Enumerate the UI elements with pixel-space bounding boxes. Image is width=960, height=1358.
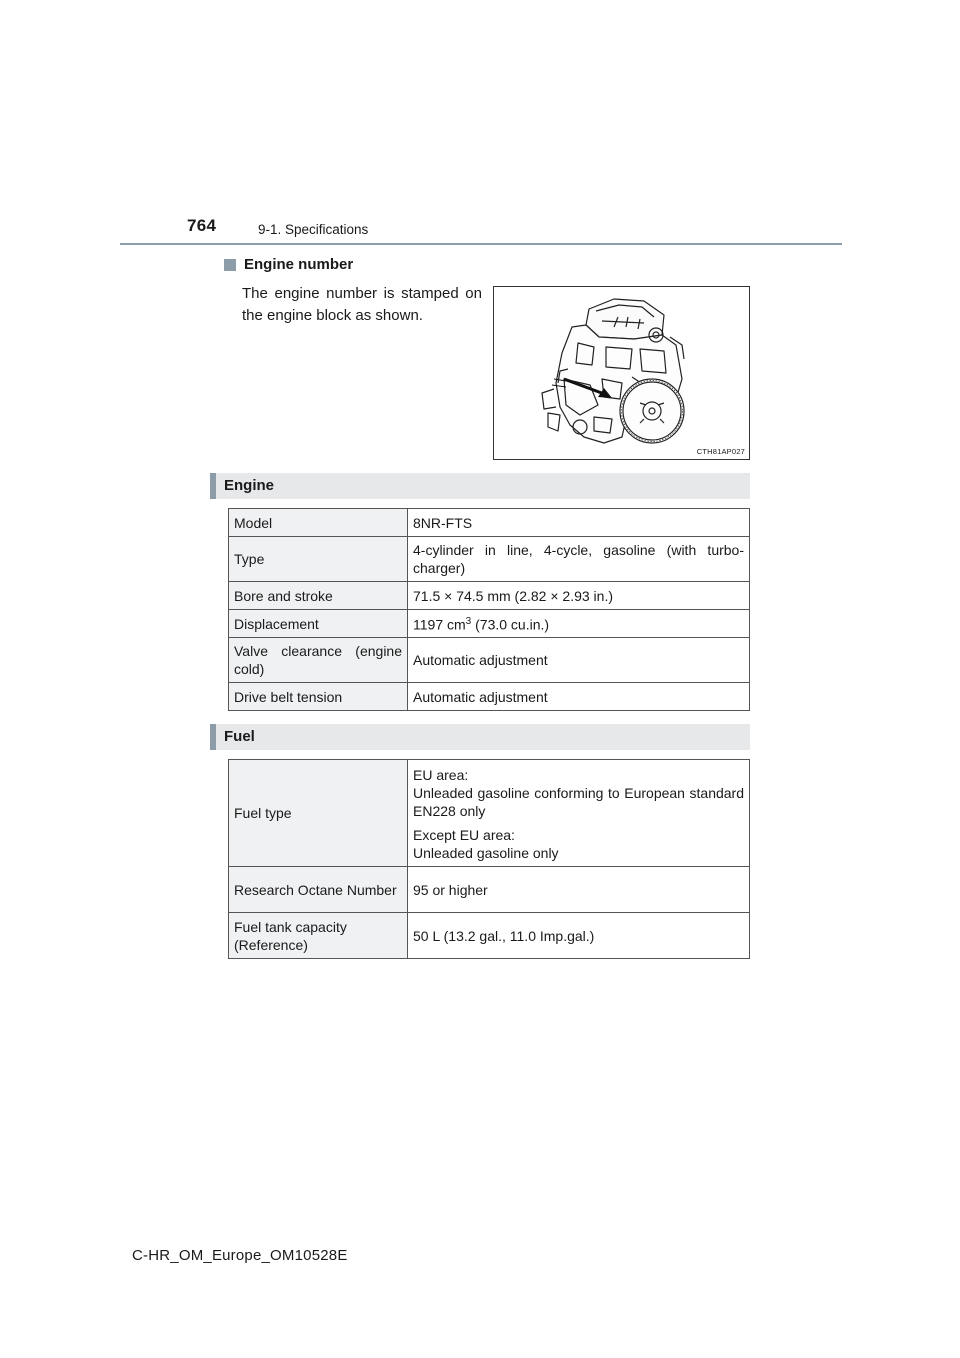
- engine-number-heading: [224, 256, 353, 273]
- section-reference: 9-1. Specifications: [258, 222, 369, 237]
- table-row: [229, 867, 750, 913]
- footer-document-id: C-HR_OM_Europe_OM10528E: [132, 1247, 348, 1264]
- spec-label: Research Octane Number: [229, 867, 408, 913]
- spec-label: Drive belt tension: [229, 683, 408, 711]
- table-row: [229, 638, 750, 683]
- engine-drawing-icon: [494, 287, 749, 459]
- spec-value: [408, 760, 750, 867]
- non-eu-area-label: Except EU area:: [413, 827, 515, 843]
- table-row: [229, 509, 750, 537]
- eu-area-label: EU area:: [413, 767, 469, 783]
- spec-value: 95 or higher: [408, 867, 750, 913]
- spec-label: Valve clearance (engine cold): [229, 638, 408, 683]
- spec-value: 8NR-FTS: [408, 509, 750, 537]
- spec-value: 50 L (13.2 gal., 11.0 Imp.gal.): [408, 913, 750, 959]
- eu-area-value: Unleaded gasoline conforming to European standard EN228 only: [413, 785, 744, 819]
- displacement-superscript: 3: [465, 616, 472, 628]
- engine-number-heading-text: Engine number: [244, 256, 354, 273]
- engine-section-title: Engine: [210, 473, 750, 499]
- header-rule: [120, 243, 842, 245]
- fuel-section-title: Fuel: [210, 724, 750, 750]
- engine-illustration: [493, 286, 750, 460]
- table-row: [229, 760, 750, 867]
- spec-label: Fuel tank capacity (Reference): [229, 913, 408, 959]
- spec-label: Displacement: [229, 610, 408, 638]
- engine-number-description: The engine number is stamped on the engine block as shown.: [242, 285, 482, 324]
- displacement-value: 1197 cm: [413, 616, 466, 633]
- spec-label: Bore and stroke: [229, 582, 408, 610]
- engine-spec-table: [228, 508, 750, 711]
- spec-value: 71.5 × 74.5 mm (2.82 × 2.93 in.): [408, 582, 750, 610]
- non-eu-area-value: Unleaded gasoline only: [413, 845, 559, 861]
- spec-value: [408, 610, 750, 638]
- spec-value: 4-cylinder in line, 4-cycle, gasoline (with turbo-charger): [408, 537, 750, 582]
- displacement-imperial: (73.0 cu.in.): [471, 616, 550, 633]
- figure-code: CTH81AP027: [696, 447, 745, 456]
- fuel-type-eu: [413, 766, 744, 820]
- spec-label: Type: [229, 537, 408, 582]
- spec-label: Fuel type: [229, 760, 408, 867]
- spec-value: Automatic adjustment: [408, 683, 750, 711]
- table-row: [229, 913, 750, 959]
- spec-value: Automatic adjustment: [408, 638, 750, 683]
- fuel-type-non-eu: [413, 826, 744, 862]
- page-number: 764: [187, 216, 217, 235]
- table-row: [229, 610, 750, 638]
- table-row: [229, 582, 750, 610]
- table-row: [229, 537, 750, 582]
- square-bullet-icon: [224, 259, 236, 271]
- spec-label: Model: [229, 509, 408, 537]
- table-row: [229, 683, 750, 711]
- fuel-spec-table: [228, 759, 750, 959]
